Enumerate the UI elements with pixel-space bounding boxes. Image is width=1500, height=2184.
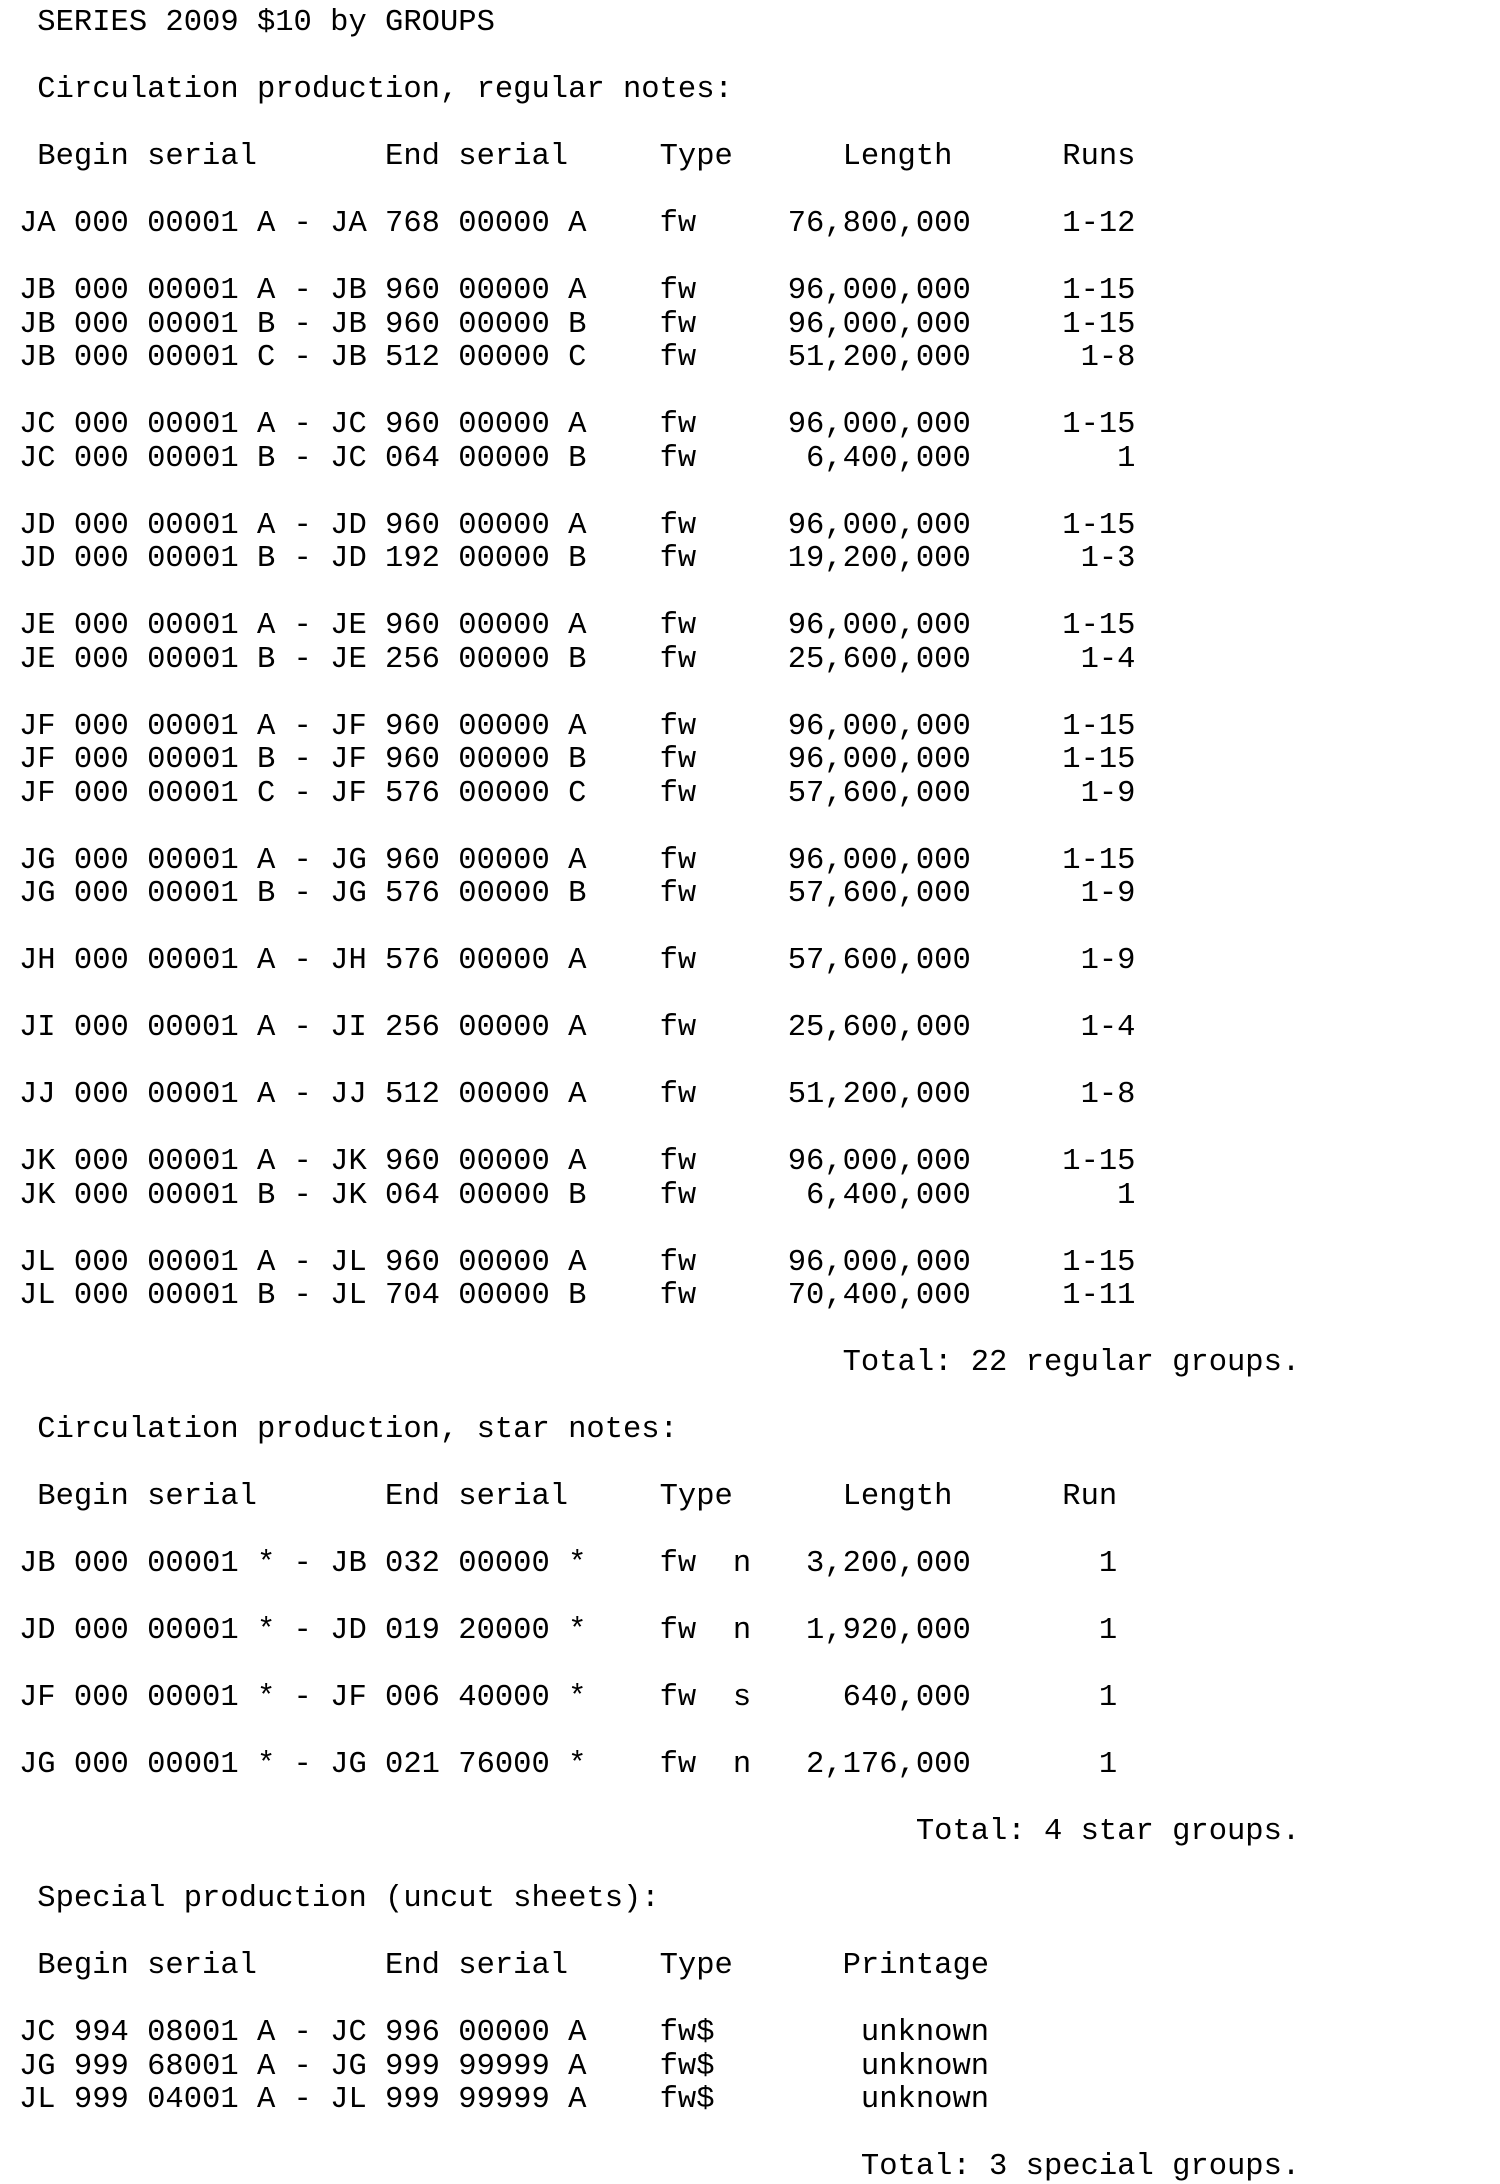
section-total: Total: 3 special groups.: [19, 2150, 1301, 2184]
table-row: JF 000 00001 C - JF 576 00000 C fw 57,600,000 1-9: [19, 776, 1136, 811]
table-row: JB 000 00001 B - JB 960 00000 B fw 96,000,000 1-15: [19, 307, 1136, 342]
table-row: JD 000 00001 A - JD 960 00000 A fw 96,000,000 1-15: [19, 508, 1136, 543]
table-row: JB 000 00001 A - JB 960 00000 A fw 96,000,000 1-15: [19, 274, 1136, 308]
section-heading: Circulation production, regular notes:: [19, 73, 733, 107]
table-row: JD 000 00001 B - JD 192 00000 B fw 19,200,000 1-3: [19, 542, 1136, 576]
section-heading: Special production (uncut sheets):: [19, 1882, 660, 1916]
table-row: JE 000 00001 A - JE 960 00000 A fw 96,000,000 1-15: [19, 609, 1136, 643]
table-row: JF 000 00001 A - JF 960 00000 A fw 96,000,000 1-15: [19, 709, 1136, 744]
table-row: JE 000 00001 B - JE 256 00000 B fw 25,600,000 1-4: [19, 642, 1136, 677]
table-row: JG 999 68001 A - JG 999 99999 A fw$ unknown: [19, 2049, 990, 2084]
document-title: SERIES 2009 $10 by GROUPS: [19, 6, 495, 40]
table-row: JB 000 00001 * - JB 032 00000 * fw n 3,200,000 1: [19, 1547, 1118, 1581]
table-row: JG 000 00001 B - JG 576 00000 B fw 57,600,000 1-9: [19, 877, 1136, 911]
table-row: JL 000 00001 A - JL 960 00000 A fw 96,000,000 1-15: [19, 1245, 1136, 1280]
table-row: JA 000 00001 A - JA 768 00000 A fw 76,800,000 1-12: [19, 207, 1136, 241]
table-row: JL 999 04001 A - JL 999 99999 A fw$ unknown: [19, 2083, 990, 2117]
table-row: JC 000 00001 B - JC 064 00000 B fw 6,400,000 1: [19, 441, 1136, 476]
column-header-row: Begin serial End serial Type Length Runs: [19, 140, 1136, 174]
table-row: JD 000 00001 * - JD 019 20000 * fw n 1,920,000 1: [19, 1614, 1118, 1648]
table-row: JL 000 00001 B - JL 704 00000 B fw 70,400,000 1-11: [19, 1279, 1136, 1313]
table-row: JF 000 00001 B - JF 960 00000 B fw 96,000,000 1-15: [19, 743, 1136, 777]
table-row: JJ 000 00001 A - JJ 512 00000 A fw 51,200,000 1-8: [19, 1078, 1136, 1112]
table-row: JK 000 00001 A - JK 960 00000 A fw 96,000,000 1-15: [19, 1145, 1136, 1179]
table-row: JG 000 00001 * - JG 021 76000 * fw n 2,176,000 1: [19, 1748, 1118, 1782]
section-heading: Circulation production, star notes:: [19, 1413, 678, 1447]
column-header-row: Begin serial End serial Type Printage: [19, 1949, 990, 1983]
section-total: Total: 22 regular groups.: [19, 1346, 1301, 1380]
section-total: Total: 4 star groups.: [19, 1815, 1301, 1849]
table-row: JK 000 00001 B - JK 064 00000 B fw 6,400,000 1: [19, 1178, 1136, 1213]
table-row: JG 000 00001 A - JG 960 00000 A fw 96,000,000 1-15: [19, 843, 1136, 878]
table-row: JI 000 00001 A - JI 256 00000 A fw 25,600,000 1-4: [19, 1011, 1136, 1045]
table-row: JF 000 00001 * - JF 006 40000 * fw s 640,000 1: [19, 1681, 1118, 1715]
table-row: JC 000 00001 A - JC 960 00000 A fw 96,000,000 1-15: [19, 408, 1136, 442]
table-row: JC 994 08001 A - JC 996 00000 A fw$ unknown: [19, 2016, 990, 2050]
table-row: JH 000 00001 A - JH 576 00000 A fw 57,600,000 1-9: [19, 944, 1136, 978]
column-header-row: Begin serial End serial Type Length Run: [19, 1480, 1118, 1514]
table-row: JB 000 00001 C - JB 512 00000 C fw 51,200,000 1-8: [19, 341, 1136, 375]
